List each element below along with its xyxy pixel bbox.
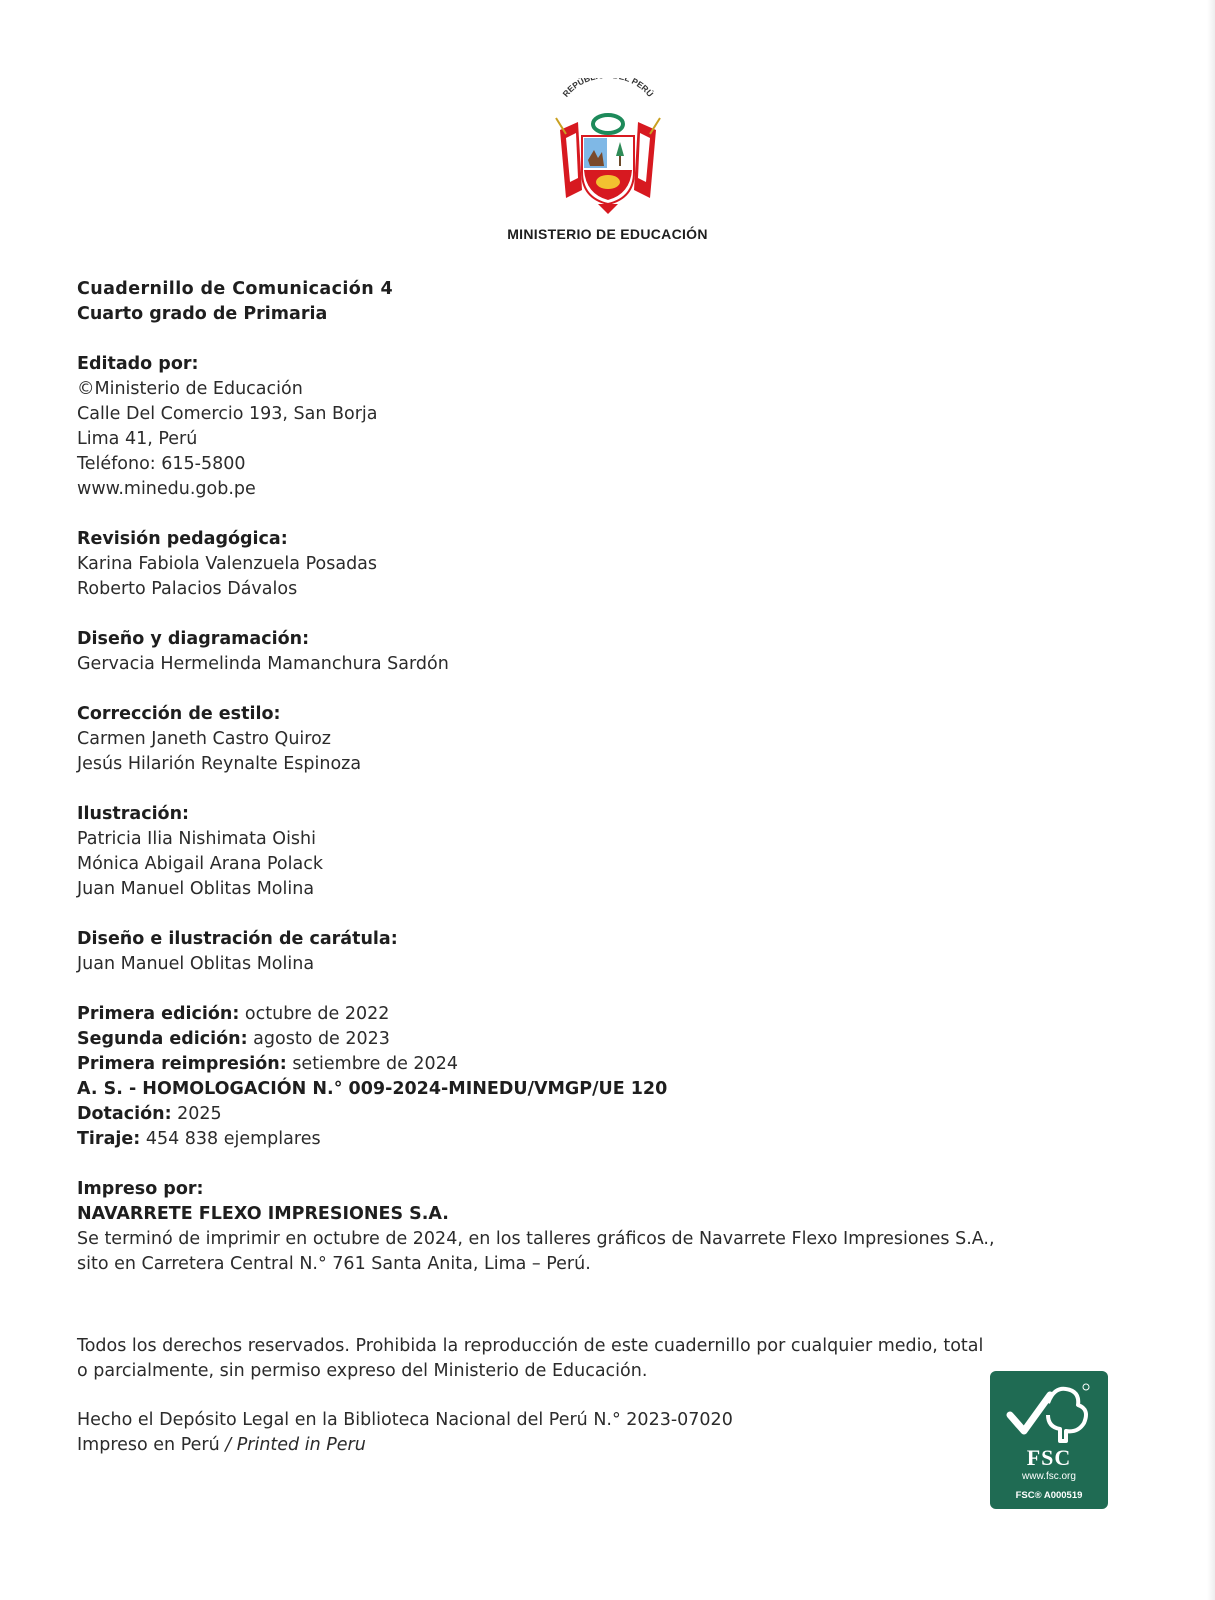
- dotacion-label: Dotación:: [77, 1104, 172, 1124]
- segunda-edicion: [77, 1027, 977, 1052]
- printed-in: [77, 1433, 977, 1458]
- caratula-heading: Diseño e ilustración de carátula:: [77, 929, 398, 949]
- impreso-heading: Impreso por:: [77, 1179, 204, 1199]
- header: [0, 78, 1215, 222]
- caratula-name: Juan Manuel Oblitas Molina: [77, 954, 315, 974]
- reimpresion-value: setiembre de 2024: [286, 1054, 458, 1074]
- printer-detail: Se terminó de imprimir en octubre de 2024, en los talleres gráficos de Navarrete Flexo Impresiones S.A.,: [77, 1229, 995, 1249]
- tiraje: [77, 1127, 977, 1152]
- printed-in-en: / Printed in Peru: [225, 1435, 366, 1455]
- editado-line: Calle Del Comercio 193, San Borja: [77, 404, 378, 424]
- credits-content: [77, 277, 995, 1302]
- fsc-logo: [990, 1371, 1108, 1509]
- book-grade: Cuarto grado de Primaria: [77, 304, 328, 324]
- homologacion: A. S. - HOMOLOGACIÓN N.° 009-2024-MINEDU/VMGP/UE 120: [77, 1079, 668, 1099]
- caratula-block: [77, 927, 977, 977]
- ilustracion-name: Patricia Ilia Nishimata Oishi: [77, 829, 317, 849]
- primera-edicion-value: octubre de 2022: [239, 1004, 390, 1024]
- book-title: Cuadernillo de Comunicación 4: [77, 279, 394, 299]
- correccion-name: Carmen Janeth Castro Quiroz: [77, 729, 331, 749]
- fsc-tree-check-icon: [1004, 1381, 1094, 1445]
- editado-website: www.minedu.gob.pe: [77, 479, 256, 499]
- correccion-block: [77, 702, 977, 777]
- diseno-block: [77, 627, 977, 677]
- editado-line: Lima 41, Perú: [77, 429, 198, 449]
- dotacion: [77, 1102, 977, 1127]
- edicion-block: [77, 1002, 977, 1152]
- crest-arc-text: REPÚB L PERÚ: [560, 78, 655, 99]
- primera-edicion-label: Primera edición:: [77, 1004, 240, 1024]
- primera-reimpresion: [77, 1052, 977, 1077]
- ministry-name: MINISTERIO DE EDUCACIÓN: [507, 226, 708, 242]
- ilustracion-name: Mónica Abigail Arana Polack: [77, 854, 323, 874]
- deposit-line: Hecho el Depósito Legal en la Biblioteca Nacional del Perú N.° 2023-07020: [77, 1410, 733, 1430]
- revision-name: Roberto Palacios Dávalos: [77, 579, 298, 599]
- fsc-url: www.fsc.org: [1022, 1471, 1076, 1482]
- ilustracion-heading: Ilustración:: [77, 804, 190, 824]
- svg-text:REPÚBLICA DEL PERÚ: [560, 78, 656, 99]
- editado-block: [77, 352, 977, 502]
- printed-in-es: Impreso en Perú: [77, 1435, 226, 1455]
- editado-heading: Editado por:: [77, 354, 199, 374]
- segunda-edicion-value: agosto de 2023: [247, 1029, 390, 1049]
- coat-of-arms-icon: [548, 78, 668, 218]
- reimpresion-label: Primera reimpresión:: [77, 1054, 287, 1074]
- revision-name: Karina Fabiola Valenzuela Posadas: [77, 554, 378, 574]
- impreso-block: [77, 1177, 995, 1277]
- legal-deposit: [77, 1408, 977, 1458]
- printer-address: sito en Carretera Central N.° 761 Santa Anita, Lima – Perú.: [77, 1254, 591, 1274]
- editado-line: ©Ministerio de Educación: [77, 379, 303, 399]
- fsc-code: FSC® A000519: [1015, 1490, 1083, 1501]
- rights-line: o parcialmente, sin permiso expreso del Ministerio de Educación.: [77, 1361, 648, 1381]
- dotacion-value: 2025: [171, 1104, 222, 1124]
- revision-block: [77, 527, 977, 602]
- tiraje-value: 454 838 ejemplares: [140, 1129, 321, 1149]
- printer-company: NAVARRETE FLEXO IMPRESIONES S.A.: [77, 1204, 449, 1224]
- correccion-heading: Corrección de estilo:: [77, 704, 281, 724]
- revision-heading: Revisión pedagógica:: [77, 529, 288, 549]
- ilustracion-name: Juan Manuel Oblitas Molina: [77, 879, 315, 899]
- ilustracion-block: [77, 802, 977, 902]
- tiraje-label: Tiraje:: [77, 1129, 141, 1149]
- diseno-name: Gervacia Hermelinda Mamanchura Sardón: [77, 654, 449, 674]
- peru-coat-of-arms: [548, 78, 668, 218]
- editado-line: Teléfono: 615-5800: [77, 454, 246, 474]
- diseno-heading: Diseño y diagramación:: [77, 629, 310, 649]
- title-block: [77, 277, 977, 327]
- primera-edicion: [77, 1002, 977, 1027]
- rights-line: Todos los derechos reservados. Prohibida la reproducción de este cuadernillo por cualquier medio, total: [77, 1336, 984, 1356]
- segunda-edicion-label: Segunda edición:: [77, 1029, 248, 1049]
- correccion-name: Jesús Hilarión Reynalte Espinoza: [77, 754, 362, 774]
- fsc-name: FSC: [1026, 1445, 1072, 1470]
- rights-notice: [77, 1334, 984, 1384]
